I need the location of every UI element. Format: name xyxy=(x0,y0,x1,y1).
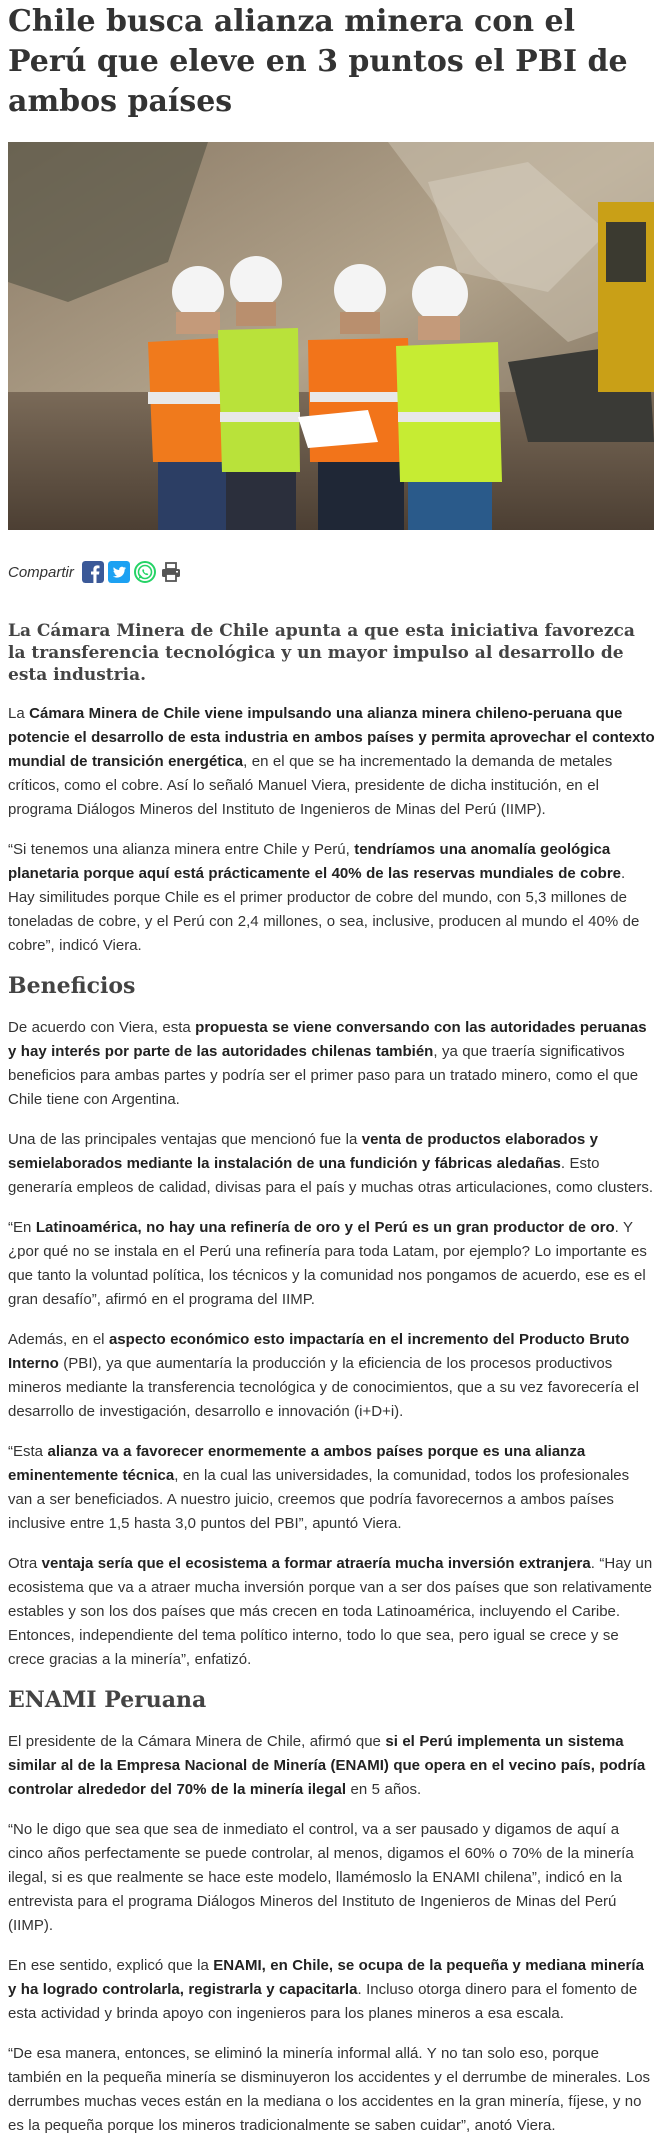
article-lead: La Cámara Minera de Chile apunta a que esta iniciativa favorezca la transferencia tecnológica y un mayor impulso al desarrollo de esta industria. xyxy=(8,621,635,685)
bold-text: Cámara Minera de Chile viene impulsando una alianza minera chileno-peruana que potencie el desarrollo de esta industria en ambos países y permita aprovechar el contexto mundial de transición energética xyxy=(8,705,655,770)
intro-paragraphs xyxy=(8,702,656,958)
bold-text: ENAMI, en Chile, se ocupa de la pequeña y mediana minería y ha logrado controlarla, registrarla y capacitarla xyxy=(8,1957,644,1998)
enami-paragraphs xyxy=(8,1730,656,2138)
paragraph: De acuerdo con Viera, esta propuesta se viene conversando con las autoridades peruanas y hay interés por parte de las autoridades chilenas también, ya que traería significativos beneficios para ambas partes y podría ser el primer paso para un tratado minero, como el que Chile tiene con Argentina. xyxy=(8,1019,647,1108)
heading-enami: ENAMI Peruana xyxy=(8,1687,207,1713)
bold-text: aspecto económico esto impactaría en el incremento del Producto Bruto Interno xyxy=(8,1331,630,1372)
paragraph: El presidente de la Cámara Minera de Chile, afirmó que si el Perú implementa un sistema similar al de la Empresa Nacional de Minería (ENAMI) que opera en el vecino país, podría controlar alrededor del 70% de la minería ilegal en 5 años. xyxy=(8,1733,646,1798)
bold-text: propuesta se viene conversando con las autoridades peruanas y hay interés por parte de las autoridades chilenas también xyxy=(8,1019,647,1060)
heading-beneficios: Beneficios xyxy=(8,973,136,999)
paragraph: La Cámara Minera de Chile viene impulsando una alianza minera chileno-peruana que potencie el desarrollo de esta industria en ambos países y permita aprovechar el contexto mundial de transición energética, en el que se ha incrementado la demanda de metales críticos, como el cobre. Así lo señaló Manuel Viera, presidente de dicha institución, en el programa Diálogos Mineros del Instituto de Ingenieros de Minas del Perú (IIMP). xyxy=(8,705,655,818)
share-bar xyxy=(8,558,656,586)
twitter-icon[interactable] xyxy=(108,561,130,583)
bold-text: tendríamos una anomalía geológica planetaria porque aquí está prácticamente el 40% de las reservas mundiales de cobre xyxy=(8,841,622,882)
bold-text: alianza va a favorecer enormemente a ambos países porque es una alianza eminentemente técnica xyxy=(8,1443,586,1484)
share-label: Compartir xyxy=(8,563,74,581)
print-icon[interactable] xyxy=(160,561,182,583)
bold-text: venta de productos elaborados y semielaborados mediante la instalación de una fundición y fábricas aledañas xyxy=(8,1131,599,1172)
paragraph: “De esa manera, entonces, se eliminó la minería informal allá. Y no tan solo eso, porque también en la pequeña minería se disminuyeron los accidentes y el derrumbe de minerales. Los derrumbes muchas veces están en la mediana o los accidentes en la gran minería, fíjese, y no es la pequeña porque los mineros tradicionalmente se saben cuidar”, anotó Viera. xyxy=(8,2045,651,2134)
bold-text: ventaja sería que el ecosistema a formar atraería mucha inversión extranjera xyxy=(41,1555,591,1572)
paragraph: “No le digo que sea que sea de inmediato el control, va a ser pausado y digamos de aquí a cinco años perfectamente se puede controlar, al menos, digamos el 60% o 70% de la minería ilegal, si es que realmente se hace este modelo, llamémoslo la ENAMI chilena”, indicó en la entrevista para el programa Diálogos Mineros del Instituto de Ingenieros de Minas del Perú (IIMP). xyxy=(8,1821,634,1934)
bold-text: Latinoamérica, no hay una refinería de oro y el Perú es un gran productor de oro xyxy=(35,1219,615,1236)
article-title: Chile busca alianza minera con el Perú que eleve en 3 puntos el PBI de ambos países xyxy=(8,4,628,119)
hero-photo xyxy=(8,142,654,530)
beneficios-paragraphs xyxy=(8,1016,656,1672)
paragraph: En ese sentido, explicó que la ENAMI, en Chile, se ocupa de la pequeña y mediana minería y ha logrado controlarla, registrarla y capacitarla. Incluso otorga dinero para el fomento de esta actividad y brinda apoyo con ingenieros para los planes mineros a esa escala. xyxy=(8,1957,644,2022)
bold-text: si el Perú implementa un sistema similar al de la Empresa Nacional de Minería (ENAMI) que opera en el vecino país, podría controlar alrededor del 70% de la minería ilegal xyxy=(8,1733,646,1798)
paragraph: “Si tenemos una alianza minera entre Chile y Perú, tendríamos una anomalía geológica planetaria porque aquí está prácticamente el 40% de las reservas mundiales de cobre. Hay similitudes porque Chile es el primer productor de cobre del mundo, con 5,3 millones de toneladas de cobre, y el Perú con 2,4 millones, o sea, inclusive, producen al mundo el 40% de cobre”, indicó Viera. xyxy=(8,841,640,954)
paragraph: “Esta alianza va a favorecer enormemente a ambos países porque es una alianza eminentemente técnica, en la cual las universidades, la comunidad, todos los profesionales van a ser beneficiados. A nuestro juicio, creemos que podría favorecernos a ambos países inclusive entre 1,5 hasta 3,0 puntos del PBI”, apuntó Viera. xyxy=(8,1443,630,1532)
paragraph: Otra ventaja sería que el ecosistema a formar atraería mucha inversión extranjera. “Hay un ecosistema que va a atraer mucha inversión porque van a ser dos países que son relativamente estables y son los dos países que más crecen en toda Latinoamérica, incluyendo el Caribe. Entonces, independiente del tema político interno, todo lo que sea, pero igual se crece y se crece gracias a la minería”, enfatizó. xyxy=(8,1555,653,1668)
paragraph: “En Latinoamérica, no hay una refinería de oro y el Perú es un gran productor de oro. Y ¿por qué no se instala en el Perú una refinería para toda Latam, por ejemplo? Lo importante es que tanto la voluntad política, los técnicos y la comunidad nos pongamos de acuerdo, ese es el gran desafío”, afirmó en el programa del IIMP. xyxy=(8,1219,647,1308)
paragraph: Además, en el aspecto económico esto impactaría en el incremento del Producto Bruto Interno (PBI), ya que aumentaría la producción y la eficiencia de los procesos productivos mineros mediante la transferencia tecnológica y de conocimientos, que a su vez favorecería el desarrollo de investigación, desarrollo e innovación (i+D+i). xyxy=(8,1331,639,1420)
paragraph: Una de las principales ventajas que mencionó fue la venta de productos elaborados y semielaborados mediante la instalación de una fundición y fábricas aledañas. Esto generaría empleos de calidad, divisas para el país y muchas otras articulaciones, como clusters. xyxy=(8,1131,654,1196)
whatsapp-icon[interactable] xyxy=(134,561,156,583)
facebook-icon[interactable] xyxy=(82,561,104,583)
